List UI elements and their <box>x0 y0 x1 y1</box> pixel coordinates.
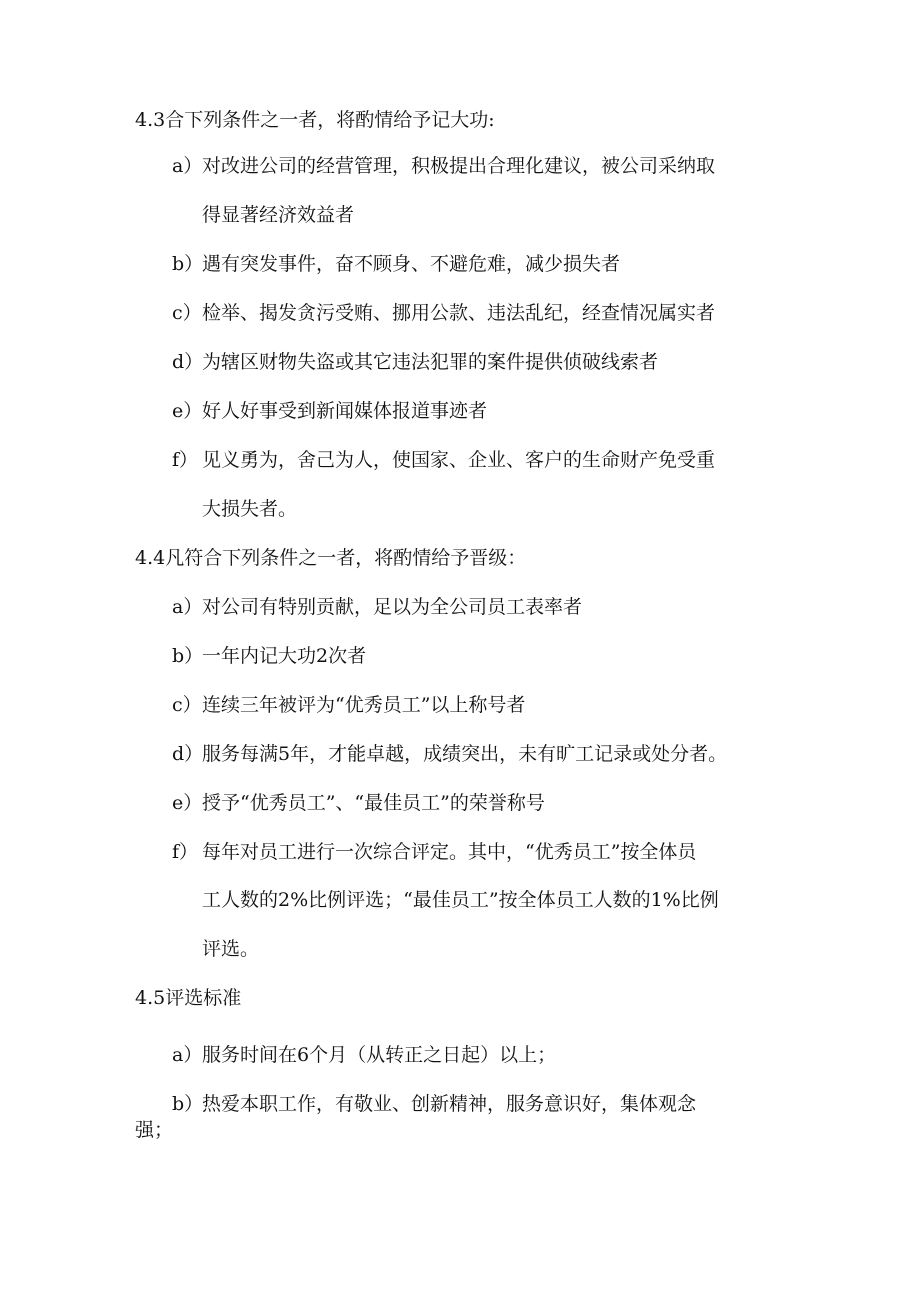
item-text: 对改进公司的经营管理，积极提出合理化建议，被公司采纳取 <box>202 155 716 177</box>
item-marker: e） <box>172 792 203 814</box>
item-marker: b） <box>172 1093 204 1115</box>
list-item <box>172 595 582 619</box>
item-text: 连续三年被评为“优秀员工”以上称号者 <box>202 694 526 716</box>
item-marker: f） <box>172 449 199 471</box>
item-continuation: 评选。 <box>202 938 260 960</box>
item-marker: b） <box>172 253 204 275</box>
list-item <box>172 350 658 374</box>
item-marker: a） <box>172 1044 203 1066</box>
item-marker: a） <box>172 596 203 618</box>
item-continuation: 大损失者。 <box>202 498 298 520</box>
item-text: 为辖区财物失盗或其它违法犯罪的案件提供侦破线索者 <box>202 351 659 373</box>
item-marker: d） <box>172 743 204 765</box>
section-heading-4-4: 4.4凡符合下列条件之一者，将酌情给予晋级： <box>135 547 527 569</box>
list-item <box>172 399 487 423</box>
list-item <box>172 791 545 815</box>
item-marker: e） <box>172 400 203 422</box>
item-text: 检举、揭发贪污受贿、挪用公款、违法乱纪，经查情况属实者 <box>202 302 716 324</box>
list-item <box>172 693 525 717</box>
item-text: 服务时间在6个月（从转正之日起）以上； <box>202 1044 557 1066</box>
item-text: 对公司有特别贡献，足以为全公司员工表率者 <box>202 596 583 618</box>
item-continuation: 工人数的2%比例评选；“最佳员工”按全体员工人数的1%比例 <box>202 889 719 911</box>
item-marker: c） <box>172 694 202 716</box>
list-item <box>172 301 715 325</box>
item-marker: a） <box>172 155 203 177</box>
section-heading-4-5: 4.5评选标准 <box>135 987 242 1009</box>
item-text: 一年内记大功2次者 <box>202 645 367 667</box>
item-marker: f） <box>172 841 199 863</box>
item-text: 服务每满5年，才能卓越，成绩突出，未有旷工记录或处分者。 <box>202 743 728 765</box>
item-text: 每年对员工进行一次综合评定。其中，“优秀员工”按全体员 <box>202 841 697 863</box>
item-marker: c） <box>172 302 202 324</box>
list-item <box>172 1092 696 1116</box>
item-continuation: 强； <box>135 1119 174 1141</box>
item-continuation: 得显著经济效益者 <box>202 204 355 226</box>
list-item <box>172 840 696 864</box>
list-item <box>172 448 715 472</box>
item-text: 好人好事受到新闻媒体报道事迹者 <box>202 400 488 422</box>
list-item <box>172 154 715 178</box>
item-text: 热爱本职工作，有敬业、创新精神，服务意识好，集体观念 <box>202 1093 697 1115</box>
item-marker: b） <box>172 645 204 667</box>
list-item <box>172 644 366 668</box>
item-marker: d） <box>172 351 204 373</box>
item-text: 遇有突发事件，奋不顾身、不避危难，减少损失者 <box>202 253 621 275</box>
list-item <box>172 1043 556 1067</box>
item-text: 见义勇为，舍己为人，使国家、企业、客户的生命财产免受重 <box>202 449 716 471</box>
list-item <box>172 252 620 276</box>
section-heading-4-3: 4.3合下列条件之一者，将酌情给予记大功: <box>135 109 495 131</box>
list-item <box>172 742 727 766</box>
item-text: 授予“优秀员工”、“最佳员工”的荣誉称号 <box>202 792 545 814</box>
